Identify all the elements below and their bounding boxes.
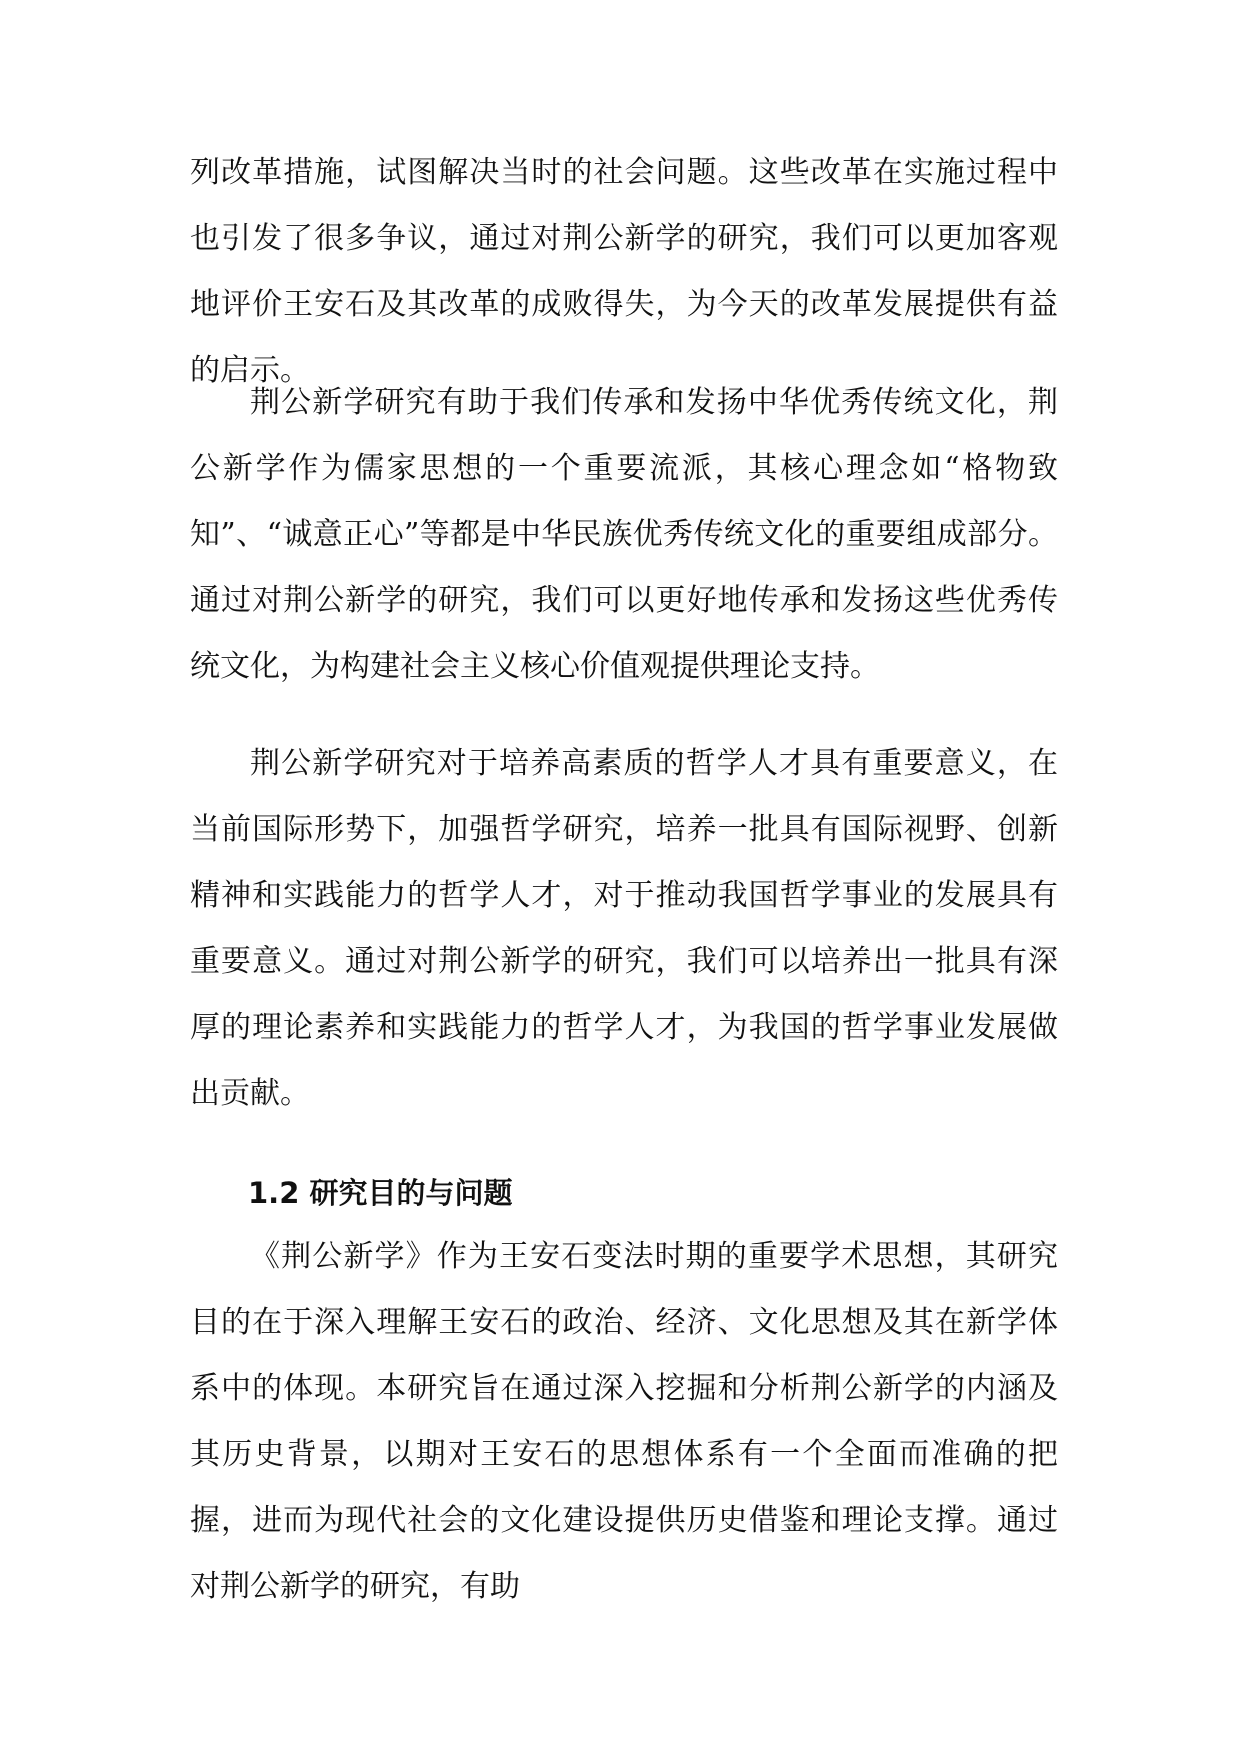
paragraph-continued: 列改革措施，试图解决当时的社会问题。这些改革在实施过程中也引发了很多争议，通过对荆公新学的研究，我们可以更加客观地评价王安石及其改革的成败得失，为今天的改革发展提供有益的启示。 xyxy=(190,155,1058,388)
paragraph-culture: 荆公新学研究有助于我们传承和发扬中华优秀传统文化，荆公新学作为儒家思想的一个重要流派，其核心理念如“格物致知”、“诚意正心”等都是中华民族优秀传统文化的重要组成部分。通过对荆公新学的研究，我们可以更好地传承和发扬这些优秀传统文化，为构建社会主义核心价值观提供理论支持。 xyxy=(190,385,1058,684)
paragraph-purpose: 《荆公新学》作为王安石变法时期的重要学术思想，其研究目的在于深入理解王安石的政治、经济、文化思想及其在新学体系中的体现。本研究旨在通过深入挖掘和分析荆公新学的内涵及其历史背景，以期对王安石的思想体系有一个全面而准确的把握，进而为现代社会的文化建设提供历史借鉴和理论支撑。通过对荆公新学的研究，有助 xyxy=(190,1239,1058,1604)
paragraph-talent: 荆公新学研究对于培养高素质的哲学人才具有重要意义，在当前国际形势下，加强哲学研究，培养一批具有国际视野、创新精神和实践能力的哲学人才，对于推动我国哲学事业的发展具有重要意义。通过对荆公新学的研究，我们可以培养出一批具有深厚的理论素养和实践能力的哲学人才，为我国的哲学事业发展做出贡献。 xyxy=(190,746,1058,1111)
section-heading: 1.2 研究目的与问题 xyxy=(248,1176,513,1210)
